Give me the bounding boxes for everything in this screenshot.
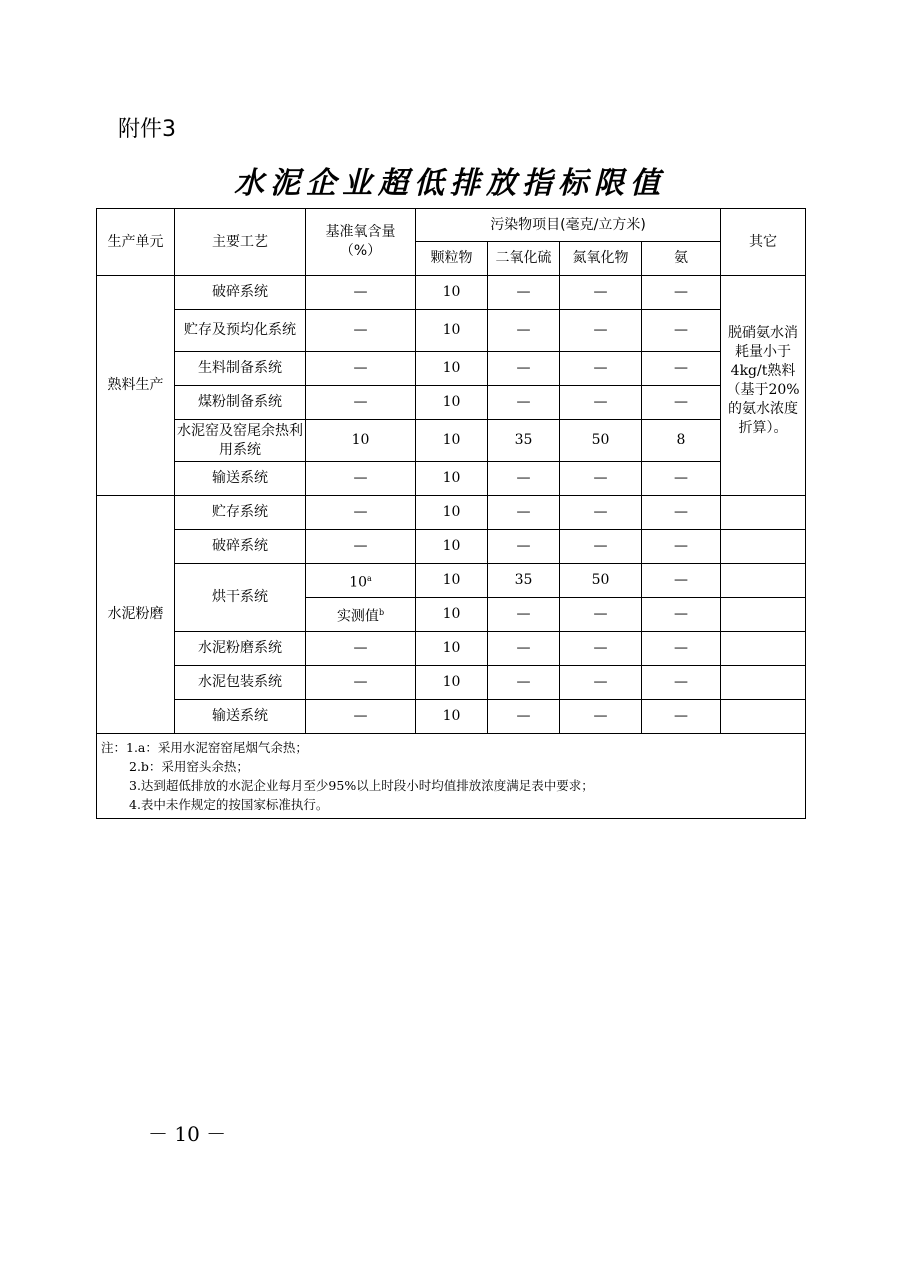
so2-cell: —	[488, 352, 560, 386]
table-row	[97, 352, 806, 386]
other-cell	[721, 564, 806, 598]
table-row	[97, 530, 806, 564]
note-1: 注：1.a：采用水泥窑窑尾烟气余热；	[101, 740, 308, 755]
nox-cell: 50	[560, 420, 642, 462]
table-row	[97, 496, 806, 530]
nh3-cell: —	[642, 276, 721, 310]
table-row	[97, 276, 806, 310]
table-notes	[97, 734, 806, 819]
nh3-cell: —	[642, 632, 721, 666]
other-cell	[721, 666, 806, 700]
process-cell: 贮存及预均化系统	[175, 310, 306, 352]
nh3-cell: —	[642, 462, 721, 496]
oxygen-cell: —	[306, 352, 416, 386]
nh3-cell: —	[642, 530, 721, 564]
nh3-cell: —	[642, 352, 721, 386]
header-nox: 氮氧化物	[560, 242, 642, 276]
nox-cell: —	[560, 666, 642, 700]
process-cell: 破碎系统	[175, 530, 306, 564]
table-row	[97, 386, 806, 420]
nh3-cell: —	[642, 598, 721, 632]
nox-cell: —	[560, 386, 642, 420]
pm-cell: 10	[416, 530, 488, 564]
oxygen-cell: —	[306, 700, 416, 734]
process-cell: 水泥粉磨系统	[175, 632, 306, 666]
nh3-cell: —	[642, 564, 721, 598]
process-cell: 输送系统	[175, 700, 306, 734]
table-row	[97, 420, 806, 462]
nox-cell: —	[560, 700, 642, 734]
nh3-cell: —	[642, 310, 721, 352]
note-2: 2.b：采用窑头余热；	[129, 759, 249, 774]
header-oxygen	[306, 209, 416, 276]
so2-cell: —	[488, 700, 560, 734]
note-4: 4.表中未作规定的按国家标准执行。	[129, 797, 329, 812]
nox-cell: —	[560, 530, 642, 564]
header-nh3: 氨	[642, 242, 721, 276]
other-cell	[721, 700, 806, 734]
so2-cell: —	[488, 462, 560, 496]
so2-cell: —	[488, 598, 560, 632]
table-row	[97, 632, 806, 666]
process-cell: 水泥窑及窑尾余热利用系统	[175, 420, 306, 462]
oxygen-cell: —	[306, 276, 416, 310]
oxygen-cell: —	[306, 496, 416, 530]
nh3-cell: —	[642, 666, 721, 700]
process-cell: 贮存系统	[175, 496, 306, 530]
process-cell: 水泥包装系统	[175, 666, 306, 700]
footnote-marker: a	[367, 573, 372, 583]
process-cell: 煤粉制备系统	[175, 386, 306, 420]
oxygen-cell: —	[306, 310, 416, 352]
oxygen-cell: —	[306, 530, 416, 564]
header-oxygen-unit: （%）	[339, 243, 382, 259]
document-title: 水泥企业超低排放指标限值	[234, 166, 666, 201]
so2-cell: 35	[488, 420, 560, 462]
oxygen-cell	[306, 564, 416, 598]
so2-cell: —	[488, 276, 560, 310]
unit-cement: 水泥粉磨	[97, 496, 175, 734]
other-cell	[721, 496, 806, 530]
nox-cell: —	[560, 632, 642, 666]
nox-cell: —	[560, 462, 642, 496]
pm-cell: 10	[416, 462, 488, 496]
unit-clinker: 熟料生产	[97, 276, 175, 496]
pm-cell: 10	[416, 496, 488, 530]
process-cell: 破碎系统	[175, 276, 306, 310]
table-row	[97, 564, 806, 598]
oxygen-cell: 10	[306, 420, 416, 462]
table-row	[97, 700, 806, 734]
header-so2: 二氧化硫	[488, 242, 560, 276]
oxygen-cell: —	[306, 386, 416, 420]
nox-cell: —	[560, 496, 642, 530]
oxygen-value: 10	[349, 574, 368, 591]
nh3-cell: —	[642, 386, 721, 420]
pm-cell: 10	[416, 310, 488, 352]
other-cell	[721, 530, 806, 564]
pm-cell: 10	[416, 386, 488, 420]
other-cell	[721, 598, 806, 632]
process-cell: 生料制备系统	[175, 352, 306, 386]
header-pollutants: 污染物项目(毫克/立方米)	[416, 209, 721, 242]
header-pm: 颗粒物	[416, 242, 488, 276]
pm-cell: 10	[416, 564, 488, 598]
nh3-cell: 8	[642, 420, 721, 462]
header-row-1	[97, 209, 806, 242]
other-clinker: 脱硝氨水消耗量小于4kg/t熟料（基于20%的氨水浓度折算）。	[721, 276, 806, 496]
pm-cell: 10	[416, 632, 488, 666]
nox-cell: —	[560, 276, 642, 310]
pm-cell: 10	[416, 598, 488, 632]
nox-cell: —	[560, 310, 642, 352]
so2-cell: —	[488, 310, 560, 352]
pm-cell: 10	[416, 352, 488, 386]
so2-cell: 35	[488, 564, 560, 598]
oxygen-cell: —	[306, 462, 416, 496]
so2-cell: —	[488, 666, 560, 700]
header-process: 主要工艺	[175, 209, 306, 276]
other-cell	[721, 632, 806, 666]
oxygen-cell: —	[306, 632, 416, 666]
pm-cell: 10	[416, 700, 488, 734]
nh3-cell: —	[642, 496, 721, 530]
process-cell: 输送系统	[175, 462, 306, 496]
nox-cell: —	[560, 352, 642, 386]
process-cell: 烘干系统	[175, 564, 306, 632]
oxygen-value: 实测值	[336, 608, 379, 625]
nox-cell: —	[560, 598, 642, 632]
footnote-marker: b	[378, 607, 385, 617]
note-3: 3.达到超低排放的水泥企业每月至少95%以上时段小时均值排放浓度满足表中要求；	[129, 778, 594, 793]
table-row	[97, 666, 806, 700]
table-row	[97, 310, 806, 352]
page-number: － 10 －	[148, 1122, 227, 1146]
so2-cell: —	[488, 530, 560, 564]
pm-cell: 10	[416, 420, 488, 462]
notes-row	[97, 734, 806, 819]
nh3-cell: —	[642, 700, 721, 734]
so2-cell: —	[488, 386, 560, 420]
pm-cell: 10	[416, 276, 488, 310]
oxygen-cell	[306, 598, 416, 632]
attachment-label: 附件3	[118, 117, 176, 142]
oxygen-cell: —	[306, 666, 416, 700]
header-unit: 生产单元	[97, 209, 175, 276]
so2-cell: —	[488, 632, 560, 666]
emission-limits-table	[96, 208, 806, 819]
table-row	[97, 462, 806, 496]
pm-cell: 10	[416, 666, 488, 700]
so2-cell: —	[488, 496, 560, 530]
header-oxygen-label: 基准氧含量	[325, 224, 396, 240]
nox-cell: 50	[560, 564, 642, 598]
header-other: 其它	[721, 209, 806, 276]
